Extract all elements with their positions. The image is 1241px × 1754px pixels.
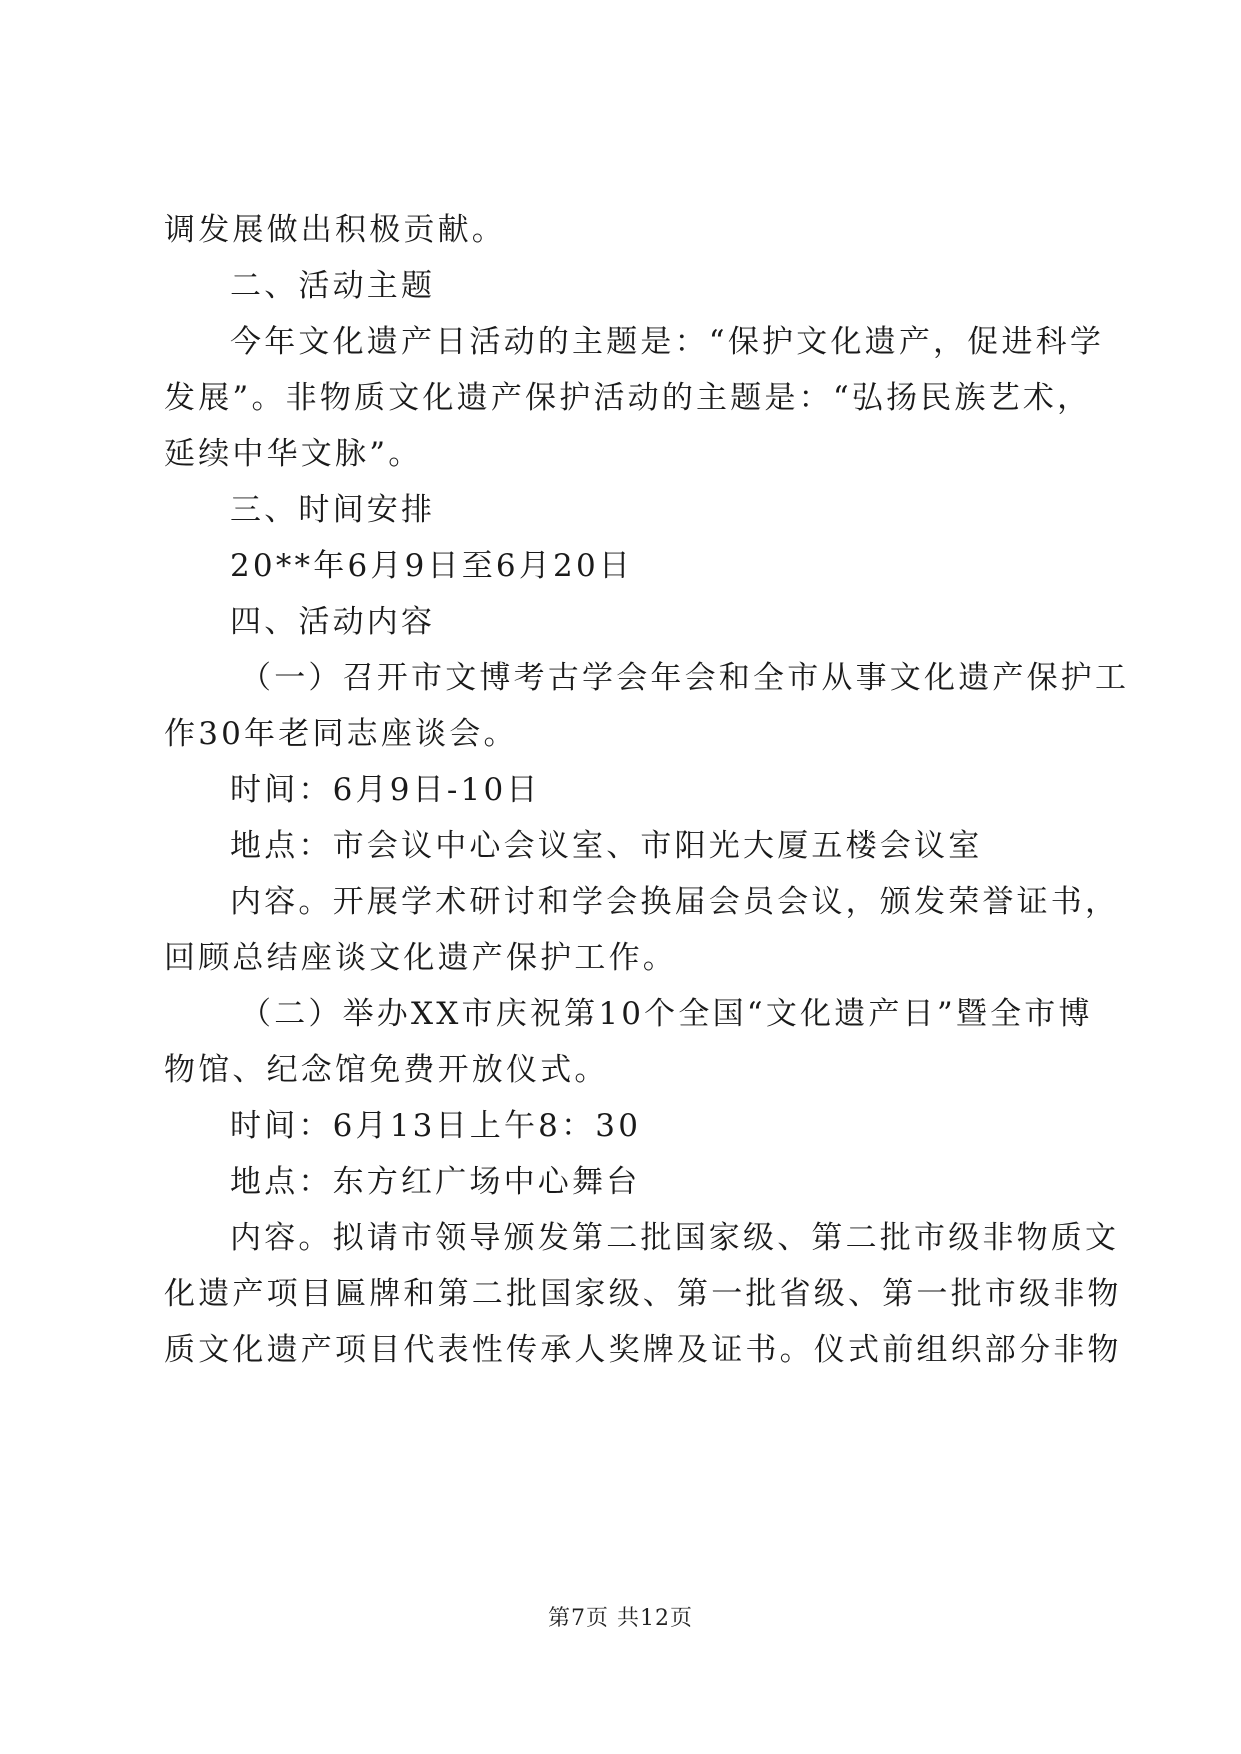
subsection-heading: （二）举办XX市庆祝第10个全国“文化遗产日”暨全市博 bbox=[240, 996, 1093, 1032]
paragraph-line: 调发展做出积极贡献。 bbox=[164, 212, 506, 248]
paragraph-line: 地点：市会议中心会议室、市阳光大厦五楼会议室 bbox=[230, 828, 983, 864]
subsection-heading: （一）召开市文博考古学会年会和全市从事文化遗产保护工 bbox=[240, 660, 1130, 696]
paragraph-line: 物馆、纪念馆免费开放仪式。 bbox=[164, 1052, 609, 1088]
section-heading: 四、活动内容 bbox=[230, 604, 436, 640]
paragraph-line: 延续中华文脉”。 bbox=[164, 436, 423, 472]
page-number-footer: 第7页 共12页 bbox=[548, 1606, 693, 1631]
paragraph-line: 回顾总结座谈文化遗产保护工作。 bbox=[164, 940, 677, 976]
section-heading: 二、活动主题 bbox=[230, 268, 436, 304]
paragraph-line: 作30年老同志座谈会。 bbox=[164, 716, 518, 752]
paragraph-line: 内容。开展学术研讨和学会换届会员会议，颁发荣誉证书， bbox=[230, 884, 1120, 920]
paragraph-line: 化遗产项目匾牌和第二批国家级、第一批省级、第一批市级非物 bbox=[164, 1276, 1122, 1312]
paragraph-line: 地点：东方红广场中心舞台 bbox=[230, 1164, 641, 1200]
paragraph-line: 时间：6月13日上午8：30 bbox=[230, 1108, 642, 1144]
paragraph-line: 内容。拟请市领导颁发第二批国家级、第二批市级非物质文 bbox=[230, 1220, 1120, 1256]
section-heading: 三、时间安排 bbox=[230, 492, 436, 528]
paragraph-line: 今年文化遗产日活动的主题是：“保护文化遗产，促进科学 bbox=[230, 324, 1105, 360]
paragraph-line: 质文化遗产项目代表性传承人奖牌及证书。仪式前组织部分非物 bbox=[164, 1332, 1122, 1368]
paragraph-line: 20**年6月9日至6月20日 bbox=[230, 548, 634, 584]
paragraph-line: 时间：6月9日-10日 bbox=[230, 772, 541, 808]
paragraph-line: 发展”。非物质文化遗产保护活动的主题是：“弘扬民族艺术， bbox=[164, 380, 1092, 416]
